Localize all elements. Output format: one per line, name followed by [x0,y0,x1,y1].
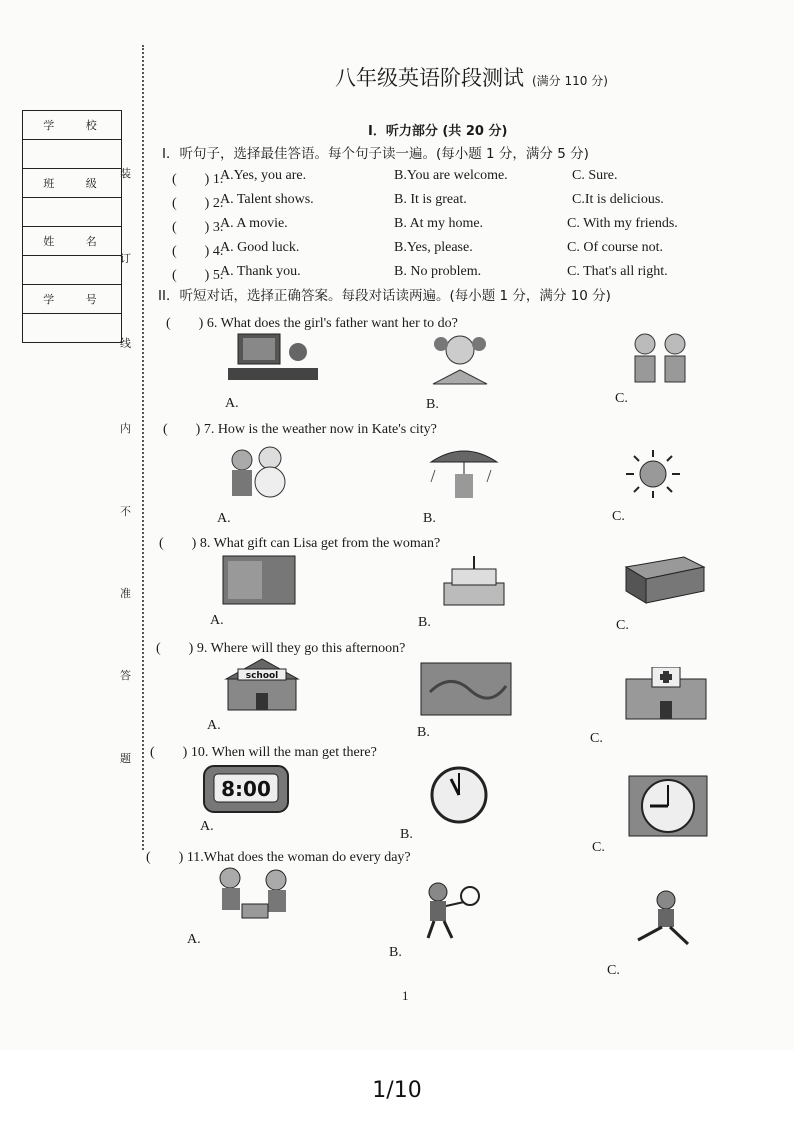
option-label-c[interactable]: C. [612,509,625,524]
girl-reading-picture[interactable] [425,332,495,387]
option-label-c[interactable]: C. [590,731,603,746]
option-label-b[interactable]: B. [418,615,431,630]
digital-clock-picture[interactable] [202,764,290,814]
option-c[interactable]: C. Sure. [572,168,618,183]
question-number: ( ) 1. [172,172,224,187]
class-blank[interactable] [23,198,121,227]
wall-clock-picture[interactable] [628,775,708,837]
binding-char: 准 [120,587,131,600]
name-blank[interactable] [23,256,121,285]
section1-instruction: I．听句子，选择最佳答语。每个句子读一遍。(每小题 1 分，满分 5 分) [162,146,589,162]
option-label-b[interactable]: B. [417,725,430,740]
option-label-a[interactable]: A. [200,819,214,834]
student-id-blank[interactable] [23,314,121,342]
option-b[interactable]: B. It is great. [394,192,467,207]
question-9: ( ) 9. Where will they go this afternoon? [156,641,406,656]
school-picture[interactable] [222,657,302,712]
question-row-5[interactable] [172,264,712,286]
option-c[interactable]: C. That's all right. [567,264,668,279]
kids-playing-picture[interactable] [206,866,302,926]
page-indicator: 1/10 [372,1078,422,1103]
binding-char: 内 [120,422,131,435]
question-number: ( ) 3. [172,220,224,235]
option-a[interactable]: A. Talent shows. [220,192,314,207]
computer-picture[interactable] [228,332,320,384]
binding-char: 答 [120,669,131,682]
question-row-4[interactable] [172,240,712,262]
question-row-3[interactable] [172,216,712,238]
school-blank[interactable] [23,140,121,169]
option-label-c[interactable]: C. [615,391,628,406]
digital-clock-text: 8:00 [221,777,271,801]
exam-title [335,62,608,92]
question-number: ( ) 2. [172,196,224,211]
option-label-a[interactable]: A. [210,613,224,628]
question-number: ( ) 4. [172,244,224,259]
name-label: 姓 名 [23,227,121,256]
student-id-label: 学 号 [23,285,121,314]
title-text: 八年级英语阶段测试 [335,66,524,90]
option-a[interactable]: A.Yes, you are. [220,168,307,183]
question-number: ( ) 5. [172,268,224,283]
option-label-a[interactable]: A. [225,396,239,411]
option-c[interactable]: C.It is delicious. [572,192,664,207]
binding-char: 装 [120,167,131,180]
option-label-a[interactable]: A. [187,932,201,947]
section2-instruction: II．听短对话，选择正确答案。每段对话读两遍。(每小题 1 分，满分 10 分) [158,288,611,304]
option-a[interactable]: A. Good luck. [220,240,300,255]
binding-char: 不 [120,505,131,518]
two-kids-picture[interactable] [620,330,700,385]
map-picture[interactable] [420,662,512,716]
cake-picture[interactable] [436,553,512,609]
tennis-picture[interactable] [412,880,484,942]
question-row-1[interactable] [172,168,712,190]
student-info-table [22,110,122,343]
question-8: ( ) 8. What gift can Lisa get from the woman? [159,536,441,551]
option-c[interactable]: C. With my friends. [567,216,678,231]
option-b[interactable]: B. No problem. [394,264,482,279]
rain-picture[interactable] [425,440,503,500]
option-c[interactable]: C. Of course not. [567,240,664,255]
option-label-c[interactable]: C. [592,840,605,855]
question-11: ( ) 11.What does the woman do every day? [146,850,411,865]
binding-char: 题 [120,752,131,765]
option-label-b[interactable]: B. [389,945,402,960]
question-row-2[interactable] [172,192,712,214]
option-a[interactable]: A. Thank you. [220,264,301,279]
binding-char: 订 [120,252,131,265]
snowman-picture[interactable] [222,438,304,498]
option-label-b[interactable]: B. [426,397,439,412]
option-b[interactable]: B.Yes, please. [394,240,473,255]
option-label-c[interactable]: C. [616,618,629,633]
question-6: ( ) 6. What does the girl's father want her to do? [166,316,458,331]
option-b[interactable]: B. At my home. [394,216,484,231]
page-number: 1 [402,988,409,1003]
part-title: I．听力部分 (共 20 分) [368,124,508,139]
option-b[interactable]: B.You are welcome. [394,168,508,183]
option-label-a[interactable]: A. [217,511,231,526]
school-label: 学 校 [23,111,121,140]
option-a[interactable]: A. A movie. [220,216,288,231]
option-label-c[interactable]: C. [607,963,620,978]
sun-picture[interactable] [620,448,686,500]
option-label-b[interactable]: B. [400,827,413,842]
binding-dotted-line [142,45,144,850]
running-picture[interactable] [626,888,696,950]
class-label: 班 级 [23,169,121,198]
book-picture[interactable] [622,553,706,605]
hospital-picture[interactable] [620,667,712,721]
score-note: (满分 110 分) [532,74,608,88]
clock-picture[interactable] [424,765,494,825]
option-label-b[interactable]: B. [423,511,436,526]
question-7: ( ) 7. How is the weather now in Kate's city? [163,422,437,437]
option-label-a[interactable]: A. [207,718,221,733]
painting-picture[interactable] [222,555,296,605]
question-10: ( ) 10. When will the man get there? [150,745,377,760]
school-sign-text: school [245,671,279,681]
binding-char: 线 [120,337,131,350]
